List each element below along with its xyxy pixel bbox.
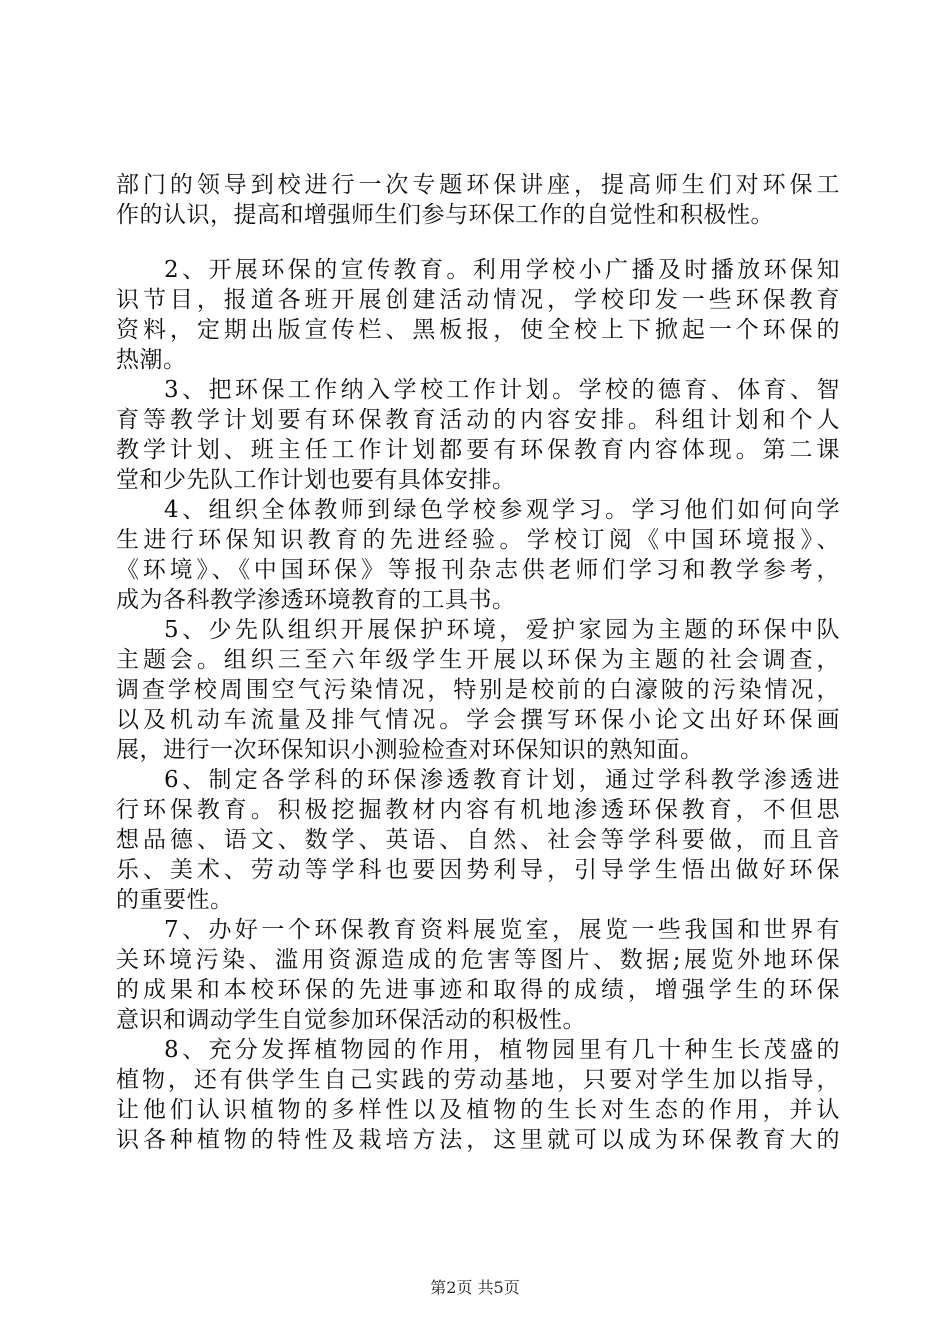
text-line: 4、组织全体教师到绿色学校参观学习。学习他们如何向学 (164, 497, 840, 523)
text-line: 识节目，报道各班开展创建活动情况，学校印发一些环保教育 (116, 287, 840, 313)
text-line: 以及机动车流量及排气情况。学会撰写环保小论文出好环保画 (116, 707, 840, 733)
text-line: 主题会。组织三至六年级学生开展以环保为主题的社会调查， (116, 647, 840, 673)
text-line: 5、少先队组织开展保护环境，爱护家园为主题的环保中队 (164, 617, 840, 643)
text-line: 让他们认识植物的多样性以及植物的生长对生态的作用，并认 (116, 1097, 840, 1123)
paragraph-8 (116, 1035, 840, 1155)
text-line: 堂和少先队工作计划也要有具体安排。 (116, 467, 516, 493)
text-line: 热潮。 (116, 347, 187, 373)
text-line: 3、把环保工作纳入学校工作计划。学校的德育、体育、智 (164, 377, 840, 403)
text-line: 资料，定期出版宣传栏、黑板报，使全校上下掀起一个环保的 (116, 317, 840, 343)
text-line: 成为各科教学渗透环境教育的工具书。 (116, 587, 516, 613)
text-line: 的成果和本校环保的先进事迹和取得的成绩，增强学生的环保 (116, 977, 840, 1003)
text-line: 关环境污染、滥用资源造成的危害等图片、数据;展览外地环保 (116, 947, 840, 973)
page-footer: 第2页 共5页 (430, 1278, 520, 1297)
text-line: 教学计划、班主任工作计划都要有环保教育内容体现。第二课 (116, 437, 840, 463)
text-line: 调查学校周围空气污染情况，特别是校前的白濠陂的污染情况， (116, 677, 840, 703)
text-line: 识各种植物的特性及栽培方法，这里就可以成为环保教育大的 (116, 1127, 840, 1153)
text-line: 7、办好一个环保教育资料展览室，展览一些我国和世界有 (164, 917, 840, 943)
paragraph-6 (116, 765, 840, 915)
text-line: 的重要性。 (116, 887, 234, 913)
text-line: 8、充分发挥植物园的作用，植物园里有几十种生长茂盛的 (164, 1037, 840, 1063)
paragraph-7 (116, 915, 840, 1035)
text-line: 生进行环保知识教育的先进经验。学校订阅《中国环境报》、 (116, 527, 840, 553)
text-line: 乐、美术、劳动等学科也要因势利导，引导学生悟出做好环保 (116, 857, 840, 883)
intro-paragraph (116, 170, 840, 230)
text-line: 6、制定各学科的环保渗透教育计划，通过学科教学渗透进 (164, 767, 840, 793)
text-line: 意识和调动学生自觉参加环保活动的积极性。 (116, 1007, 586, 1033)
paragraph-4 (116, 495, 840, 615)
text-line: 部门的领导到校进行一次专题环保讲座，提高师生们对环保工 (116, 172, 840, 198)
text-line: 育等教学计划要有环保教育活动的内容安排。科组计划和个人 (116, 407, 840, 433)
text-line: 想品德、语文、数学、英语、自然、社会等学科要做，而且音 (116, 827, 840, 853)
paragraph-gap (116, 230, 840, 255)
paragraph-2 (116, 255, 840, 375)
text-line: 2、开展环保的宣传教育。利用学校小广播及时播放环保知 (164, 257, 840, 283)
paragraph-3 (116, 375, 840, 495)
text-line: 植物，还有供学生自己实践的劳动基地，只要对学生加以指导， (116, 1067, 840, 1093)
document-body (116, 170, 840, 1155)
text-line: 作的认识，提高和增强师生们参与环保工作的自觉性和积极性。 (116, 202, 774, 228)
paragraph-5 (116, 615, 840, 765)
text-line: 《环境》、《中国环保》等报刊杂志供老师们学习和教学参考， (116, 557, 840, 583)
text-line: 行环保教育。积极挖掘教材内容有机地渗透环保教育，不但思 (116, 797, 840, 823)
text-line: 展，进行一次环保知识小测验检查对环保知识的熟知面。 (116, 737, 704, 763)
